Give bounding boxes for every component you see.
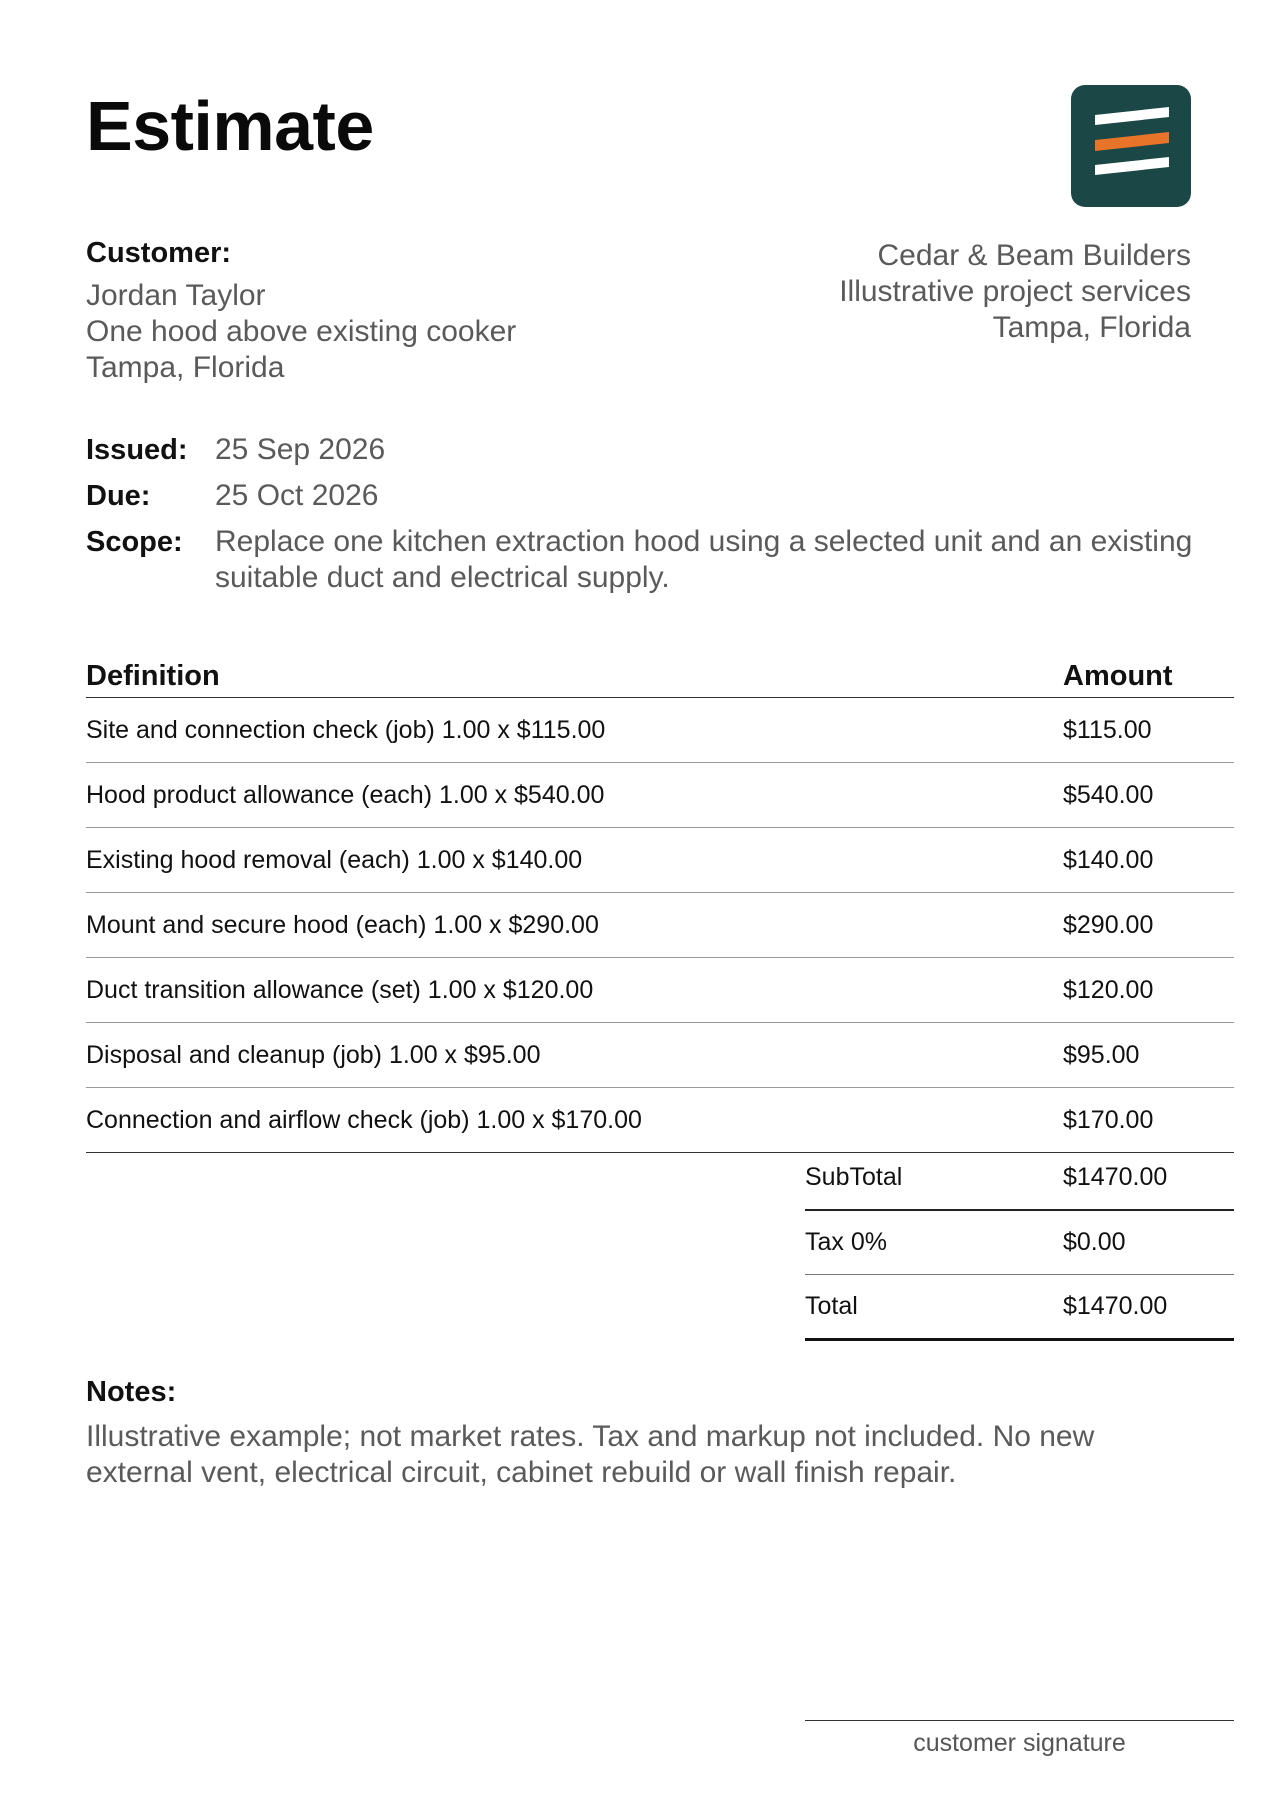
item-definition: Disposal and cleanup (job) 1.00 x $95.00	[86, 1040, 541, 1069]
scope-row	[86, 524, 1236, 596]
company-location: Tampa, Florida	[992, 311, 1191, 344]
item-amount: $140.00	[1063, 845, 1154, 874]
customer-signature-line[interactable]: customer signature	[805, 1720, 1234, 1758]
tax-label: Tax 0%	[805, 1228, 887, 1256]
notes-text: Illustrative example; not market rates. Tax and markup not included. No new external vent, electrical circuit, cabinet rebuild or wall finish repair.	[86, 1420, 1095, 1489]
table-row	[86, 958, 1234, 1023]
total-label: Total	[805, 1292, 858, 1320]
tax-value: $0.00	[1063, 1228, 1126, 1256]
customer-block	[86, 237, 516, 386]
issued-date: 25 Sep 2026	[215, 433, 386, 466]
subtotal-value: $1470.00	[1063, 1163, 1168, 1191]
amount-header: Amount	[1063, 659, 1173, 692]
table-row	[86, 893, 1234, 958]
company-name: Cedar & Beam Builders	[877, 239, 1191, 272]
item-definition: Hood product allowance (each) 1.00 x $540.00	[86, 780, 605, 809]
table-row	[86, 698, 1234, 763]
customer-label: Customer:	[86, 237, 232, 269]
item-amount: $290.00	[1063, 910, 1154, 939]
item-amount: $170.00	[1063, 1105, 1154, 1134]
item-definition: Existing hood removal (each) 1.00 x $140.00	[86, 845, 583, 874]
item-amount: $540.00	[1063, 780, 1154, 809]
item-definition: Mount and secure hood (each) 1.00 x $290.00	[86, 910, 599, 939]
item-definition: Duct transition allowance (set) 1.00 x $120.00	[86, 975, 594, 1004]
total-value: $1470.00	[1063, 1292, 1168, 1320]
company-tagline: Illustrative project services	[839, 275, 1191, 308]
tax-row	[805, 1211, 1234, 1275]
customer-line2: One hood above existing cooker	[86, 315, 517, 348]
issued-row	[86, 432, 1236, 468]
table-row	[86, 763, 1234, 828]
item-amount: $115.00	[1063, 715, 1152, 744]
company-logo-icon	[1071, 85, 1191, 207]
notes-block	[86, 1376, 1186, 1491]
definition-header: Definition	[86, 659, 220, 692]
scope-text: Replace one kitchen extraction hood using a selected unit and an existing suitable duct and electrical supply.	[215, 525, 1193, 594]
page-title: Estimate	[86, 87, 374, 165]
table-header	[86, 655, 1234, 698]
notes-label: Notes:	[86, 1376, 177, 1408]
customer-location: Tampa, Florida	[86, 351, 285, 384]
company-block	[839, 238, 1191, 346]
estimate-meta	[86, 432, 1236, 606]
table-row	[86, 1023, 1234, 1088]
subtotal-label: SubTotal	[805, 1163, 903, 1191]
due-label: Due:	[86, 480, 151, 512]
table-row	[86, 1088, 1234, 1153]
total-row	[805, 1275, 1234, 1341]
subtotal-row	[805, 1146, 1234, 1211]
item-amount: $95.00	[1063, 1040, 1140, 1069]
table-row	[86, 828, 1234, 893]
customer-name: Jordan Taylor	[86, 279, 266, 312]
line-items-table	[86, 655, 1234, 1153]
item-definition: Connection and airflow check (job) 1.00 x $170.00	[86, 1105, 642, 1134]
item-definition: Site and connection check (job) 1.00 x $115.00	[86, 715, 606, 744]
item-amount: $120.00	[1063, 975, 1154, 1004]
due-row	[86, 478, 1236, 514]
due-date: 25 Oct 2026	[215, 479, 379, 512]
issued-label: Issued:	[86, 434, 188, 466]
scope-label: Scope:	[86, 526, 183, 558]
totals-block	[805, 1146, 1234, 1341]
